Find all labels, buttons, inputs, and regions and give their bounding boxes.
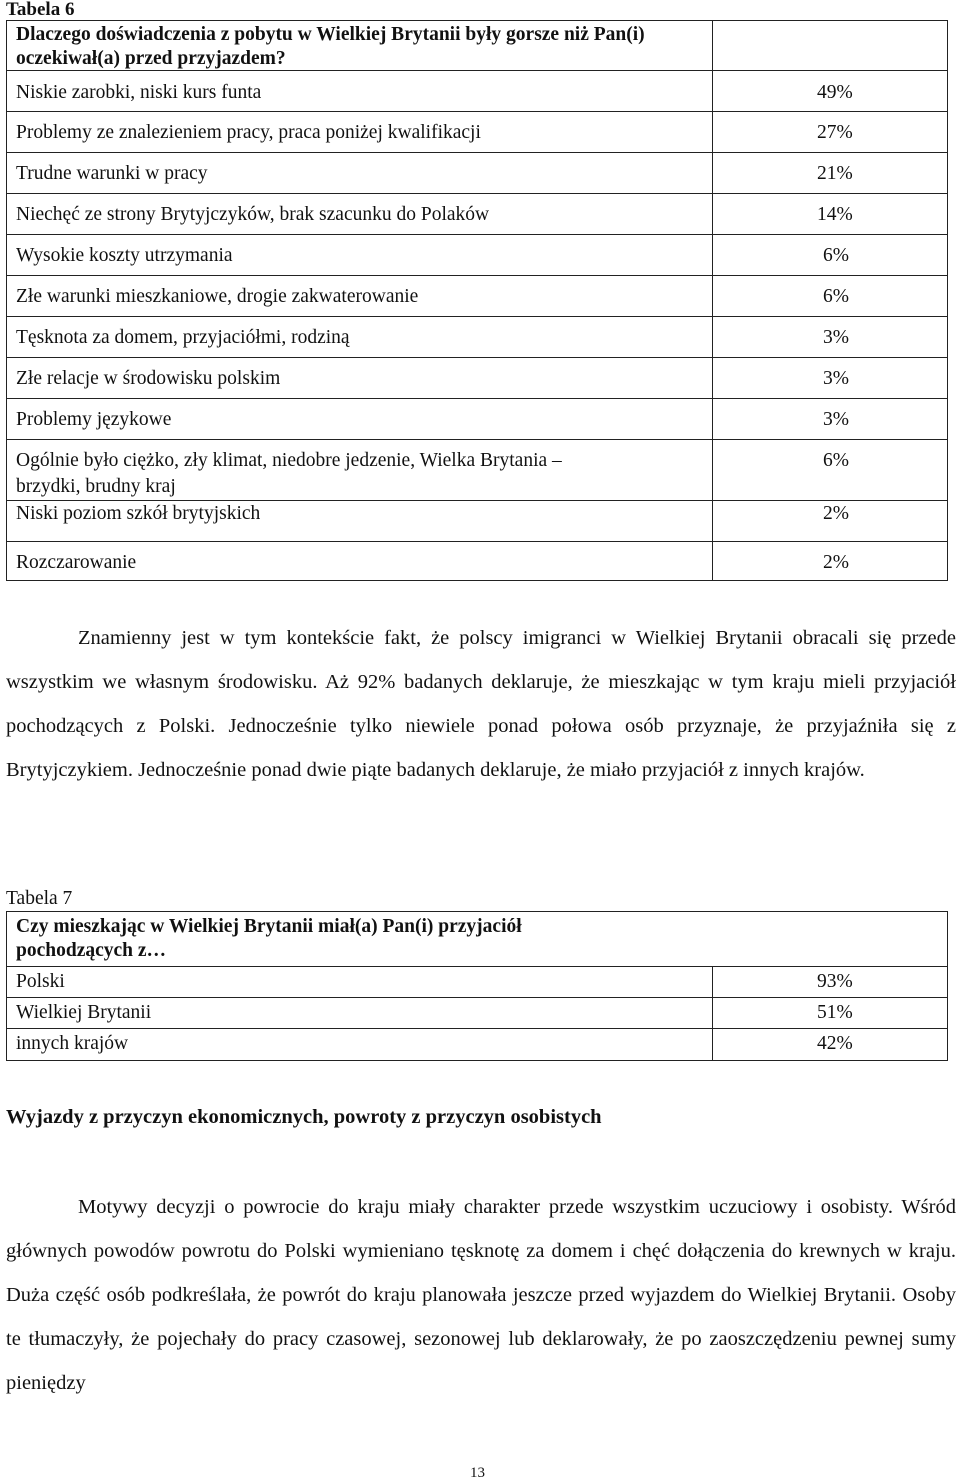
row-label: Problemy ze znalezieniem pracy, praca poniżej kwalifikacji (16, 122, 481, 143)
row-label: innych krajów (16, 1033, 129, 1054)
table-row (7, 111, 947, 153)
section-heading: Wyjazdy z przyczyn ekonomicznych, powroty z przyczyn osobistych (6, 1106, 602, 1128)
row-value: 6% (823, 450, 849, 471)
table-row (7, 1028, 947, 1061)
table7-header-row (7, 912, 947, 966)
table7 (6, 911, 948, 1061)
row-value: 93% (817, 971, 853, 992)
row-label: Wysokie koszty utrzymania (16, 245, 233, 266)
row-value: 2% (823, 503, 849, 524)
row-label: Niski poziom szkół brytyjskich (16, 503, 261, 524)
row-label: Złe warunki mieszkaniowe, drogie zakwaterowanie (16, 286, 419, 307)
paragraph-text: Znamienny jest w tym kontekście fakt, że polscy imigranci w Wielkiej Brytanii obracali się przede wszystkim we własnym środowisku. Aż 92% badanych deklaruje, że mieszkając w tym kraju mieli przyjaciół pochodzących z Polski. Jednocześnie tylko niewiele ponad połowa osób przyznaje, że przyjaźniła się z Brytyjczykiem. Jednocześnie ponad dwie piąte badanych deklaruje, że miało przyjaciół z innych krajów. (6, 627, 956, 781)
row-value: 49% (817, 82, 853, 103)
table-row (7, 70, 947, 112)
table-row (7, 398, 947, 440)
table7-question: Czy mieszkając w Wielkiej Brytanii miał(a) Pan(i) przyjaciół pochodzących z… (16, 916, 522, 961)
row-label: Niechęć ze strony Brytyjczyków, brak szacunku do Polaków (16, 204, 490, 225)
row-value: 27% (817, 122, 853, 143)
row-label: Polski (16, 971, 65, 992)
table-row (7, 193, 947, 235)
row-label: Rozczarowanie (16, 552, 137, 573)
body-paragraph-2 (6, 1185, 956, 1405)
table-row (7, 275, 947, 317)
table-row (7, 316, 947, 358)
row-label: Tęsknota za domem, przyjaciółmi, rodziną (16, 327, 350, 348)
row-value: 3% (823, 327, 849, 348)
row-label: Złe relacje w środowisku polskim (16, 368, 281, 389)
row-label: Wielkiej Brytanii (16, 1002, 152, 1023)
page-number: 13 (470, 1465, 485, 1481)
row-value: 42% (817, 1033, 853, 1054)
row-value: 3% (823, 368, 849, 389)
paragraph-text: Motywy decyzji o powrocie do kraju miały charakter przede wszystkim uczuciowy i osobisty. Wśród głównych powodów powrotu do Polski wymieniano tęsknotę za domem i chęć dołączenia do krewnych w kraju. Duża część osób podkreślała, że powrót do kraju planowała jeszcze przed wyjazdem do Wielkiej Brytanii. Osoby te tłumaczyły, że pojechały do pracy czasowej, sezonowej lub deklarowały, że po zaoszczędzeniu pewnej sumy pieniędzy (6, 1196, 956, 1394)
row-label: Trudne warunki w pracy (16, 163, 208, 184)
table-row (7, 500, 947, 542)
row-value: 21% (817, 163, 853, 184)
table-row (7, 152, 947, 194)
row-label: Problemy językowe (16, 409, 172, 430)
row-label: Niskie zarobki, niski kurs funta (16, 82, 262, 103)
table-row (7, 997, 947, 1029)
table-row (7, 966, 947, 998)
table-row (7, 541, 947, 581)
table7-caption: Tabela 7 (6, 888, 73, 909)
row-label-line2: brzydki, brudny kraj (16, 476, 176, 497)
table-row (7, 234, 947, 276)
row-value: 6% (823, 286, 849, 307)
row-value: 3% (823, 409, 849, 430)
row-value: 14% (817, 204, 853, 225)
row-value: 51% (817, 1002, 853, 1023)
table6-question: Dlaczego doświadczenia z pobytu w Wielkiej Brytanii były gorsze niż Pan(i) oczekiwał(a) przed przyjazdem? (16, 24, 645, 69)
table6-caption: Tabela 6 (6, 0, 75, 20)
body-paragraph-1 (6, 616, 956, 792)
table-row (7, 439, 947, 501)
row-label-line1: Ogólnie było ciężko, zły klimat, niedobre jedzenie, Wielka Brytania – (16, 450, 562, 471)
row-value: 6% (823, 245, 849, 266)
table6 (6, 20, 948, 581)
table6-header-row (7, 21, 947, 70)
table-row (7, 357, 947, 399)
row-value: 2% (823, 552, 849, 573)
